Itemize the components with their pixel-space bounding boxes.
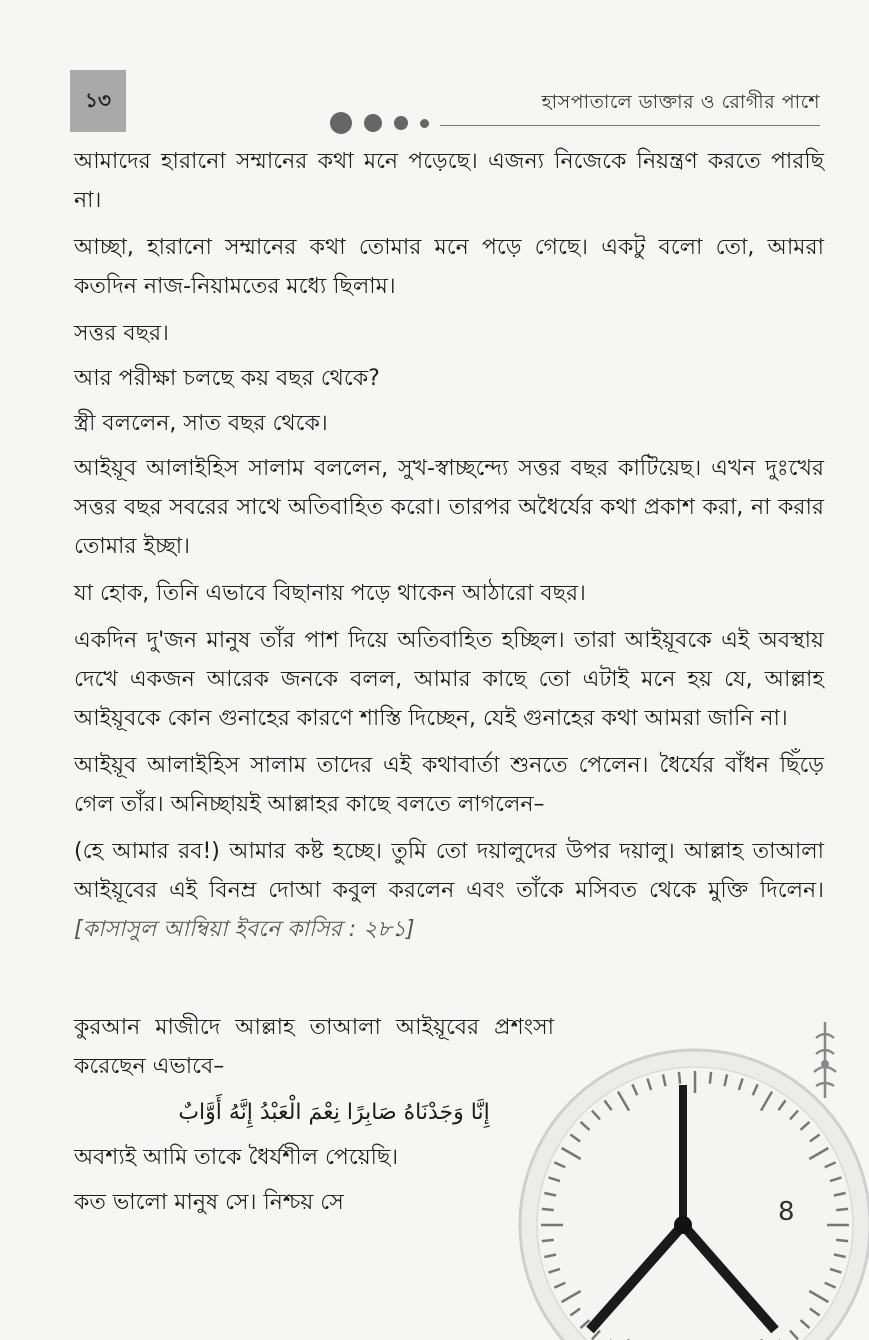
- paragraph: অবশ্যই আমি তাকে ধৈর্যশীল পেয়েছি।: [74, 1138, 554, 1177]
- paragraph: সত্তর বছর।: [74, 314, 824, 353]
- dua-text: (হে আমার রব!) আমার কষ্ট হচ্ছে। তুমি তো দয়ালুদের উপর দয়ালু। আল্লাহ তাআলা আইয়ূবের এই বিনম্র দোআ কবুল করলেন এবং তাঁকে মসিবত থেকে মুক্তি দিলেন।: [74, 839, 824, 903]
- clock-tick: [542, 1240, 554, 1241]
- paragraph: স্ত্রী বললেন, সাত বছর থেকে।: [74, 404, 824, 443]
- clock-numeral: 8: [778, 1197, 795, 1227]
- dua-paragraph: [74, 832, 824, 949]
- paragraph: আর পরীক্ষা চলছে কয় বছর থেকে?: [74, 359, 824, 398]
- clock-tick: [836, 1209, 848, 1210]
- main-text: [74, 142, 824, 957]
- running-title: হাসপাতালে ডাক্তার ও রোগীর পাশে: [542, 88, 820, 120]
- paragraph: আমাদের হারানো সম্মানের কথা মনে পড়েছে। এজন্য নিজেকে নিয়ন্ত্রণ করতে পারছি না।: [74, 142, 824, 220]
- paragraph: কুরআন মাজীদে আল্লাহ তাআলা আইয়ূবের প্রশংসা করেছেন এভাবে–: [74, 1008, 554, 1086]
- running-header: [330, 88, 820, 136]
- paragraph: আচ্ছা, হারানো সম্মানের কথা তোমার মনে পড়ে গেছে। একটু বলো তো, আমরা কতদিন নাজ-নিয়ামতের মধ্যে ছিলাম।: [74, 228, 824, 306]
- paragraph: যা হোক, তিনি এভাবে বিছানায় পড়ে থাকেন আঠারো বছর।: [74, 574, 824, 613]
- paragraph: কত ভালো মানুষ সে। নিশ্চয় সে: [74, 1183, 554, 1222]
- clock-tick: [679, 1072, 680, 1084]
- page-number: ১৩: [70, 70, 126, 132]
- header-rule: [440, 125, 820, 126]
- clock-tick: [836, 1240, 848, 1241]
- clock-tick: [710, 1072, 711, 1084]
- paragraph: আইয়ূব আলাইহিস সালাম বললেন, সুখ-স্বাচ্ছন্দ্যে সত্তর বছর কাটিয়েছ। এখন দুঃখের সত্তর বছর সবরের সাথে অতিবাহিত করো। তারপর অধৈর্যের কথা প্রকাশ করা, না করার তোমার ইচ্ছা।: [74, 449, 824, 566]
- lower-text: [74, 1008, 554, 1228]
- arabic-verse: إِنَّا وَجَدْنَاهُ صَابِرًا نِعْمَ الْعَبْدُ إِنَّهُ أَوَّابٌ: [74, 1094, 554, 1132]
- paragraph: একদিন দু'জন মানুষ তাঁর পাশ দিয়ে অতিবাহিত হচ্ছিল। তারা আইয়ূবকে এই অবস্থায় দেখে একজন আরেক জনকে বলল, আমার কাছে তো এটাই মনে হয় যে, আল্লাহ আইয়ূবকে কোন গুনাহের কারণে শাস্তি দিচ্ছেন, যেই গুনাহের কথা আমরা জানি না।: [74, 621, 824, 738]
- paragraph: আইয়ূব আলাইহিস সালাম তাদের এই কথাবার্তা শুনতে পেলেন। ধৈর্যের বাঁধন ছিঁড়ে গেল তাঁর। অনিচ্ছায়ই আল্লাহর কাছে বলতে লাগলেন–: [74, 746, 824, 824]
- header-dots-decoration: [330, 112, 436, 132]
- citation: [কাসাসুল আম্বিয়া ইবনে কাসির : ২৮১]: [74, 917, 415, 942]
- decorative-ornament-icon: [808, 1020, 842, 1100]
